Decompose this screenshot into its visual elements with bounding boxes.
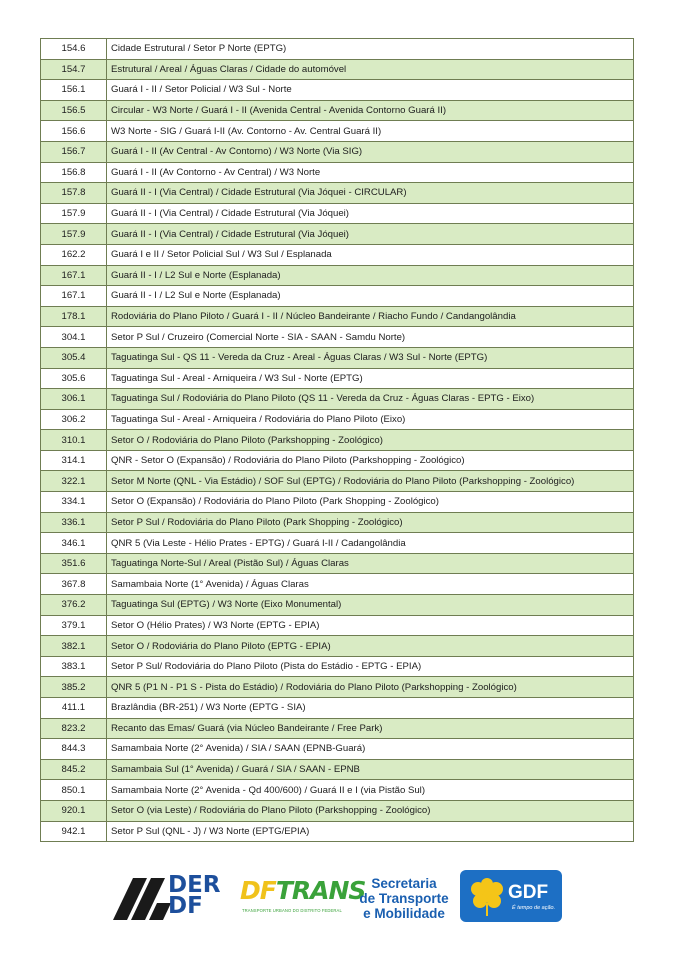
route-code: 351.6 <box>41 553 107 574</box>
table-row <box>41 162 634 183</box>
route-code: 322.1 <box>41 471 107 492</box>
dftrans-logo <box>240 876 366 924</box>
route-code: 346.1 <box>41 533 107 554</box>
secretaria-line2: de Transporte <box>359 891 449 906</box>
route-code: 310.1 <box>41 430 107 451</box>
table-row <box>41 59 634 80</box>
table-row <box>41 203 634 224</box>
table-row <box>41 141 634 162</box>
table-row <box>41 471 634 492</box>
route-code: 167.1 <box>41 265 107 286</box>
route-description: W3 Norte - SIG / Guará I-II (Av. Contorno - Av. Central Guará II) <box>107 121 634 142</box>
gdf-logo <box>460 870 562 922</box>
table-row <box>41 821 634 842</box>
table-row <box>41 677 634 698</box>
route-description: Rodoviária do Plano Piloto / Guará I - II / Núcleo Bandeirante / Riacho Fundo / Candangolândia <box>107 306 634 327</box>
table-row <box>41 718 634 739</box>
table-row <box>41 533 634 554</box>
route-description: Setor O / Rodoviária do Plano Piloto (Parkshopping - Zoológico) <box>107 430 634 451</box>
route-description: Guará II - I / L2 Sul e Norte (Esplanada) <box>107 286 634 307</box>
gdf-slogan: É tempo de ação. <box>512 905 556 911</box>
table-row <box>41 368 634 389</box>
table-row <box>41 739 634 760</box>
route-description: Guará I - II (Av Contorno - Av Central) / W3 Norte <box>107 162 634 183</box>
route-code: 305.4 <box>41 347 107 368</box>
route-code: 156.1 <box>41 80 107 101</box>
route-description: Brazlândia (BR-251) / W3 Norte (EPTG - SIA) <box>107 698 634 719</box>
route-description: Taguatinga Sul - Areal - Arniqueira / Rodoviária do Plano Piloto (Eixo) <box>107 409 634 430</box>
route-code: 411.1 <box>41 698 107 719</box>
table-row <box>41 636 634 657</box>
route-description: Guará I - II / Setor Policial / W3 Sul - Norte <box>107 80 634 101</box>
secretaria-logo <box>354 876 454 921</box>
table-row <box>41 759 634 780</box>
route-description: Taguatinga Sul (EPTG) / W3 Norte (Eixo Monumental) <box>107 595 634 616</box>
route-description: Guará I - II (Av Central - Av Contorno) / W3 Norte (Via SIG) <box>107 141 634 162</box>
route-code: 305.6 <box>41 368 107 389</box>
footer-logos <box>0 866 675 926</box>
route-description: Guará II - I (Via Central) / Cidade Estrutural (Via Jóquei - CIRCULAR) <box>107 183 634 204</box>
route-code: 336.1 <box>41 512 107 533</box>
table-row <box>41 80 634 101</box>
route-code: 306.1 <box>41 389 107 410</box>
table-row <box>41 553 634 574</box>
route-description: Setor O (Hélio Prates) / W3 Norte (EPTG - EPIA) <box>107 615 634 636</box>
route-description: QNR - Setor O (Expansão) / Rodoviária do Plano Piloto (Parkshopping - Zoológico) <box>107 450 634 471</box>
table-row <box>41 265 634 286</box>
table-row <box>41 698 634 719</box>
route-code: 314.1 <box>41 450 107 471</box>
route-description: Guará II - I (Via Central) / Cidade Estrutural (Via Jóquei) <box>107 203 634 224</box>
route-description: QNR 5 (P1 N - P1 S - Pista do Estádio) / Rodoviária do Plano Piloto (Parkshopping - Zoológico) <box>107 677 634 698</box>
route-code: 306.2 <box>41 409 107 430</box>
route-description: QNR 5 (Via Leste - Hélio Prates - EPTG) / Guará I-II / Cadangolândia <box>107 533 634 554</box>
table-row <box>41 347 634 368</box>
table-row <box>41 430 634 451</box>
route-description: Taguatinga Sul / Rodoviária do Plano Piloto (QS 11 - Vereda da Cruz - Águas Claras - EPTG - Eixo) <box>107 389 634 410</box>
route-description: Recanto das Emas/ Guará (via Núcleo Bandeirante / Free Park) <box>107 718 634 739</box>
dftrans-trans: TRANS <box>275 876 366 905</box>
table-row <box>41 389 634 410</box>
route-description: Guará II - I (Via Central) / Cidade Estrutural (Via Jóquei) <box>107 224 634 245</box>
route-code: 156.8 <box>41 162 107 183</box>
route-description: Estrutural / Areal / Águas Claras / Cidade do automóvel <box>107 59 634 80</box>
route-code: 382.1 <box>41 636 107 657</box>
table-row <box>41 306 634 327</box>
table-row <box>41 512 634 533</box>
table-row <box>41 286 634 307</box>
table-row <box>41 615 634 636</box>
route-code: 334.1 <box>41 492 107 513</box>
table-row <box>41 244 634 265</box>
route-description: Setor P Sul/ Rodoviária do Plano Piloto (Pista do Estádio - EPTG - EPIA) <box>107 656 634 677</box>
route-description: Taguatinga Norte-Sul / Areal (Pistão Sul) / Águas Claras <box>107 553 634 574</box>
ipe-flower-icon <box>466 875 508 917</box>
der-stripes-icon <box>113 874 173 922</box>
route-description: Taguatinga Sul - Areal - Arniqueira / W3 Sul - Norte (EPTG) <box>107 368 634 389</box>
route-code: 942.1 <box>41 821 107 842</box>
der-line2: DF <box>168 893 203 919</box>
route-description: Guará II - I / L2 Sul e Norte (Esplanada) <box>107 265 634 286</box>
route-description: Samambaia Norte (2° Avenida) / SIA / SAAN (EPNB-Guará) <box>107 739 634 760</box>
route-description: Setor O (Expansão) / Rodoviária do Plano Piloto (Park Shopping - Zoológico) <box>107 492 634 513</box>
route-code: 162.2 <box>41 244 107 265</box>
route-code: 178.1 <box>41 306 107 327</box>
secretaria-line1: Secretaria <box>371 876 437 891</box>
route-code: 154.7 <box>41 59 107 80</box>
route-code: 157.8 <box>41 183 107 204</box>
route-description: Setor P Sul (QNL - J) / W3 Norte (EPTG/EPIA) <box>107 821 634 842</box>
der-df-wordmark <box>168 872 221 919</box>
table-row <box>41 183 634 204</box>
route-description: Samambaia Sul (1° Avenida) / Guará / SIA / SAAN - EPNB <box>107 759 634 780</box>
route-code: 367.8 <box>41 574 107 595</box>
route-description: Setor P Sul / Rodoviária do Plano Piloto (Park Shopping - Zoológico) <box>107 512 634 533</box>
route-code: 844.3 <box>41 739 107 760</box>
route-code: 383.1 <box>41 656 107 677</box>
table-row <box>41 656 634 677</box>
route-code: 156.5 <box>41 100 107 121</box>
route-description: Circular - W3 Norte / Guará I - II (Avenida Central - Avenida Contorno Guará II) <box>107 100 634 121</box>
route-code: 304.1 <box>41 327 107 348</box>
dftrans-df: DF <box>240 876 276 905</box>
route-code: 156.7 <box>41 141 107 162</box>
route-description: Samambaia Norte (2° Avenida - Qd 400/600) / Guará II e I (via Pistão Sul) <box>107 780 634 801</box>
table-row <box>41 574 634 595</box>
route-code: 167.1 <box>41 286 107 307</box>
table-row <box>41 409 634 430</box>
table-row <box>41 450 634 471</box>
table-row <box>41 224 634 245</box>
route-description: Setor P Sul / Cruzeiro (Comercial Norte - SIA - SAAN - Samdu Norte) <box>107 327 634 348</box>
table-row <box>41 39 634 60</box>
dftrans-subtitle: TRANSPORTE URBANO DO DISTRITO FEDERAL <box>242 908 342 913</box>
table-row <box>41 100 634 121</box>
route-code: 157.9 <box>41 203 107 224</box>
table-row <box>41 595 634 616</box>
route-table-body <box>41 39 634 842</box>
route-description: Setor O (via Leste) / Rodoviária do Plano Piloto (Parkshopping - Zoológico) <box>107 800 634 821</box>
route-code: 823.2 <box>41 718 107 739</box>
route-code: 157.9 <box>41 224 107 245</box>
route-description: Taguatinga Sul - QS 11 - Vereda da Cruz - Areal - Águas Claras / W3 Sul - Norte (EPTG) <box>107 347 634 368</box>
route-description: Setor M Norte (QNL - Via Estádio) / SOF Sul (EPTG) / Rodoviária do Plano Piloto (Parkshopping - Zoológico) <box>107 471 634 492</box>
route-description: Cidade Estrutural / Setor P Norte (EPTG) <box>107 39 634 60</box>
gdf-wordmark: GDF <box>508 882 549 903</box>
route-code: 850.1 <box>41 780 107 801</box>
route-code: 379.1 <box>41 615 107 636</box>
der-line1: DER <box>168 872 221 898</box>
route-table <box>40 38 634 842</box>
route-code: 154.6 <box>41 39 107 60</box>
route-description: Samambaia Norte (1° Avenida) / Águas Claras <box>107 574 634 595</box>
table-row <box>41 327 634 348</box>
secretaria-line3: e Mobilidade <box>363 906 445 921</box>
table-row <box>41 492 634 513</box>
route-description: Setor O / Rodoviária do Plano Piloto (EPTG - EPIA) <box>107 636 634 657</box>
route-code: 845.2 <box>41 759 107 780</box>
route-code: 920.1 <box>41 800 107 821</box>
dftrans-wordmark <box>240 876 365 906</box>
route-code: 376.2 <box>41 595 107 616</box>
route-code: 385.2 <box>41 677 107 698</box>
table-row <box>41 780 634 801</box>
route-description: Guará I e II / Setor Policial Sul / W3 Sul / Esplanada <box>107 244 634 265</box>
table-row <box>41 800 634 821</box>
route-code: 156.6 <box>41 121 107 142</box>
table-row <box>41 121 634 142</box>
